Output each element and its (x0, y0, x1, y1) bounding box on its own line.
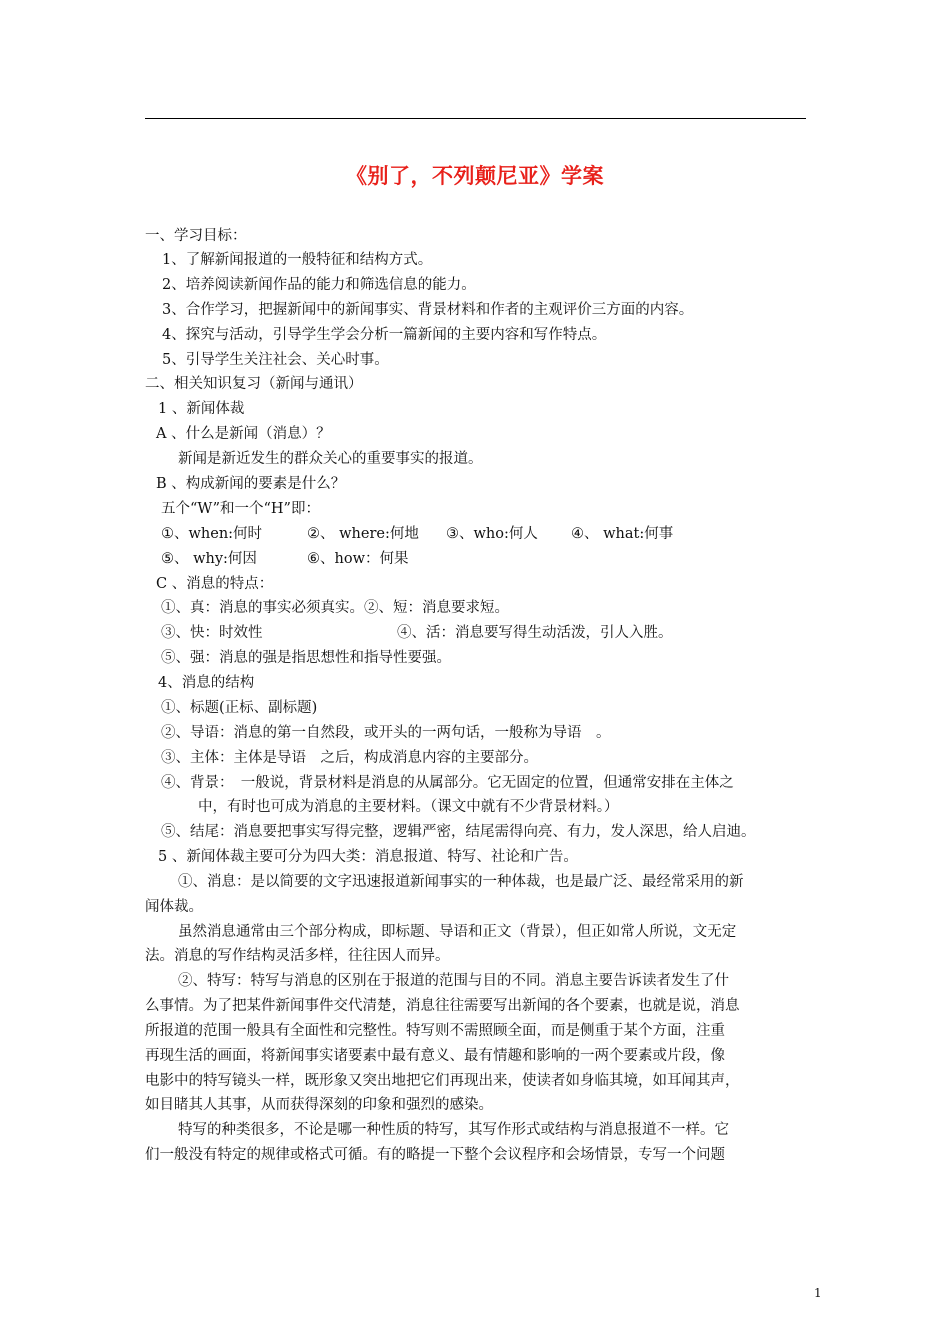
w-item: ⑤、 why:何因 (161, 551, 257, 567)
paragraph-line: 么事情。为了把某件新闻事件交代清楚，消息往往需要写出新闻的各个要素，也就是说，消息 (145, 998, 740, 1014)
trait-line: ④、活：消息要写得生动活泼，引人入胜。 (397, 625, 673, 641)
question-b: B 、构成新闻的要素是什么？ (156, 476, 346, 492)
question-c: C 、消息的特点： (156, 576, 274, 592)
structure-item: ②、导语：消息的第一自然段，或开头的一两句话，一般称为导语 。 (161, 725, 611, 741)
w-item: ④、 what:何事 (571, 526, 674, 542)
structure-item: 中，有时也可成为消息的主要材料。（课文中就有不少背景材料。） (198, 799, 619, 815)
header-rule (145, 118, 806, 119)
w-item: ⑥、how：何果 (307, 551, 409, 567)
subheading: 4、消息的结构 (158, 675, 255, 691)
goal-item: 5、引导学生关注社会、关心时事。 (162, 352, 389, 368)
structure-item: ①、标题(正标、副标题) (161, 700, 318, 716)
paragraph-line: 再现生活的画面，将新闻事实诸要素中最有意义、最有情趣和影响的一两个要素或片段，像 (145, 1048, 725, 1064)
paragraph-line: ①、消息：是以简要的文字迅速报道新闻事实的一种体裁，也是最广泛、最经常采用的新 (178, 874, 744, 890)
goal-item: 3、合作学习，把握新闻中的新闻事实、背景材料和作者的主观评价三方面的内容。 (162, 302, 694, 318)
section2-heading: 二、相关知识复习（新闻与通讯） (145, 376, 363, 392)
page-title: 《别了，不列颠尼亚》学案 (346, 164, 604, 188)
trait-line: ③、快：时效性 (161, 625, 263, 641)
structure-item: ③、主体：主体是导语 之后，构成消息内容的主要部分。 (161, 750, 538, 766)
subheading: 5 、新闻体裁主要可分为四大类：消息报道、特写、社论和广告。 (158, 849, 578, 865)
answer-a: 新闻是新近发生的群众关心的重要事实的报道。 (178, 451, 483, 467)
question-a: A 、什么是新闻（消息）？ (156, 426, 331, 442)
w-item: ③、who:何人 (446, 526, 538, 542)
paragraph-line: 电影中的特写镜头一样，既形象又突出地把它们再现出来，使读者如身临其境，如耳闻其声， (145, 1073, 740, 1089)
paragraph-line: 法。消息的写作结构灵活多样，往往因人而异。 (145, 948, 450, 964)
w-item: ①、when:何时 (161, 526, 263, 542)
structure-item: ④、背景： 一般说，背景材料是消息的从属部分。它无固定的位置，但通常安排在主体之 (161, 775, 734, 791)
paragraph-line: 特写的种类很多，不论是哪一种性质的特写，其写作形式或结构与消息报道不一样。它 (178, 1122, 729, 1138)
w-item: ②、 where:何地 (307, 526, 419, 542)
paragraph-line: 所报道的范围一般具有全面性和完整性。特写则不需照顾全面，而是侧重于某个方面，注重 (145, 1023, 725, 1039)
paragraph-line: 虽然消息通常由三个部分构成，即标题、导语和正文（背景），但正如常人所说，文无定 (178, 924, 737, 940)
paragraph-line: 如目睹其人其事，从而获得深刻的印象和强烈的感染。 (145, 1097, 493, 1113)
trait-line: ⑤、强：消息的强是指思想性和指导性要强。 (161, 650, 451, 666)
page-number: 1 (814, 1286, 822, 1300)
structure-item: ⑤、结尾：消息要把事实写得完整，逻辑严密，结尾需得向亮、有力，发人深思，给人启迪。 (161, 824, 756, 840)
goal-item: 1、了解新闻报道的一般特征和结构方式。 (162, 252, 433, 268)
trait-line: ①、真：消息的事实必须真实。②、短：消息要求短。 (161, 600, 509, 616)
subheading: 1 、新闻体裁 (158, 401, 245, 417)
section1-heading: 一、学习目标： (145, 228, 247, 244)
five-w-intro: 五个“W”和一个“H”即： (161, 501, 320, 517)
paragraph-line: 闻体裁。 (145, 899, 203, 915)
paragraph-line: 们一般没有特定的规律或格式可循。有的略提一下整个会议程序和会场情景，专写一个问题 (145, 1147, 725, 1163)
goal-item: 2、培养阅读新闻作品的能力和筛选信息的能力。 (162, 277, 476, 293)
goal-item: 4、探究与活动，引导学生学会分析一篇新闻的主要内容和写作特点。 (162, 327, 607, 343)
paragraph-line: ②、特写：特写与消息的区别在于报道的范围与目的不同。消息主要告诉读者发生了什 (178, 973, 729, 989)
